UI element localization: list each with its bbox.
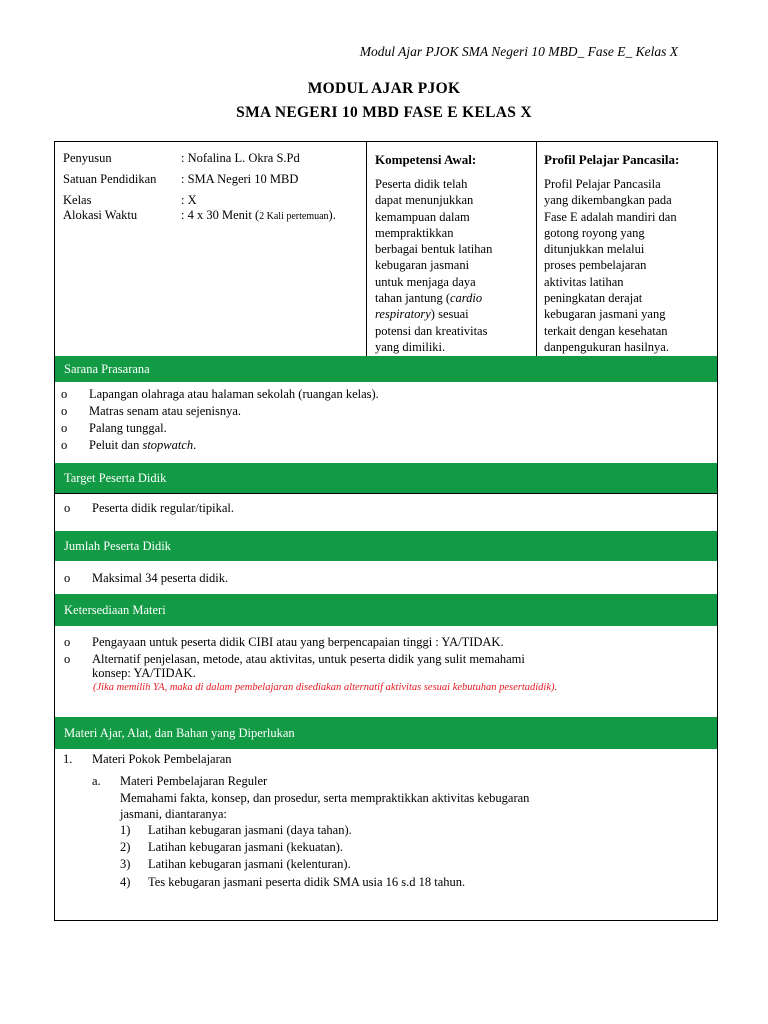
profil-line: aktivitas latihan <box>544 274 624 289</box>
materi-sub-title: Materi Pembelajaran Reguler <box>120 774 268 788</box>
bullet: o <box>64 652 71 666</box>
materi-sub-letter: a. <box>92 774 101 788</box>
jumlah-heading: Jumlah Peserta Didik <box>55 531 717 561</box>
profil-line: peningkatan derajat <box>544 291 643 306</box>
satuan-label: Satuan Pendidikan <box>63 172 157 186</box>
materi-description: Memahami fakta, konsep, dan prosedur, serta mempraktikkan aktivitas kebugaran <box>120 791 530 805</box>
column-divider <box>366 142 367 356</box>
materi-number: 1. <box>63 752 73 766</box>
alokasi-meetings: 2 Kali pertemuan <box>259 211 329 222</box>
alokasi-end: ). <box>328 208 336 222</box>
kelas-value: : X <box>181 193 197 207</box>
sarana-heading: Sarana Prasarana <box>55 356 717 382</box>
ketersediaan-item-continuation: konsep: YA/TIDAK. <box>92 666 196 680</box>
satuan-value: : SMA Negeri 10 MBD <box>181 172 299 186</box>
sarana-item-text: Lapangan olahraga atau halaman sekolah (ruangan kelas). <box>89 387 379 401</box>
kompetensi-line: kebugaran jasmani <box>375 258 470 273</box>
target-heading: Target Peserta Didik <box>55 463 717 493</box>
sesuai-text: ) sesuai <box>430 307 469 322</box>
tahan-text: tahan jantung ( <box>375 291 450 306</box>
module-table <box>54 141 718 921</box>
document-title: MODUL AJAR PJOK <box>307 80 461 97</box>
kompetensi-line <box>375 306 492 322</box>
kompetensi-line: kemampuan dalam <box>375 209 470 224</box>
penyusun-label: Penyusun <box>63 151 112 165</box>
alokasi-label: Alokasi Waktu <box>63 208 138 222</box>
profil-heading: Profil Pelajar Pancasila: <box>544 152 680 167</box>
alokasi-main: : 4 x 30 Menit ( <box>181 208 260 222</box>
ketersediaan-item-text: Alternatif penjelasan, metode, atau aktivitas, untuk peserta didik yang sulit memahami <box>92 652 525 666</box>
ketersediaan-item-text: Pengayaan untuk peserta didik CIBI atau yang berpencapaian tinggi : YA/TIDAK. <box>92 635 504 649</box>
bullet: o <box>64 635 71 649</box>
materi-item-number: 1) <box>120 823 131 837</box>
period: . <box>193 438 197 452</box>
profil-text <box>544 176 677 355</box>
respiratory-term: respiratory <box>375 307 431 322</box>
sarana-item-text: Palang tunggal. <box>89 421 167 435</box>
bullet: o <box>61 387 68 401</box>
materi-item-number: 4) <box>120 875 131 889</box>
sarana-item-text <box>89 438 196 453</box>
stopwatch-term: stopwatch <box>142 438 194 452</box>
kompetensi-text <box>375 176 492 355</box>
materi-description: jasmani, diantaranya: <box>120 807 227 821</box>
column-divider <box>536 142 537 356</box>
ketersediaan-heading: Ketersediaan Materi <box>55 594 717 626</box>
kompetensi-line: mempraktikkan <box>375 225 454 240</box>
kompetensi-line <box>375 290 492 306</box>
kompetensi-line: dapat menunjukkan <box>375 193 474 208</box>
bullet: o <box>61 438 68 452</box>
profil-line: ditunjukkan melalui <box>544 242 645 257</box>
profil-line: proses pembelajaran <box>544 258 647 273</box>
kompetensi-line: yang dimiliki. <box>375 339 446 354</box>
ketersediaan-note: (Jika memilih YA, maka di dalam pembelajaran disediakan alternatif aktivitas sesuai kebutuhan pesertadidik). <box>93 682 558 693</box>
kompetensi-heading: Kompetensi Awal: <box>375 152 477 167</box>
profil-line: danpengukuran hasilnya. <box>544 339 669 354</box>
profil-line: gotong royong yang <box>544 225 645 240</box>
bullet: o <box>61 404 68 418</box>
kompetensi-line: Peserta didik telah <box>375 177 468 191</box>
materi-item-number: 2) <box>120 840 131 854</box>
bullet: o <box>61 421 68 435</box>
kelas-label: Kelas <box>63 193 92 207</box>
materi-heading: Materi Ajar, Alat, dan Bahan yang Diperlukan <box>55 717 717 749</box>
materi-item-text: Latihan kebugaran jasmani (kelenturan). <box>148 857 351 871</box>
profil-line: yang dikembangkan pada <box>544 193 672 208</box>
document-subtitle: SMA NEGERI 10 MBD FASE E KELAS X <box>236 104 532 121</box>
kompetensi-line: berbagai bentuk latihan <box>375 242 493 257</box>
materi-item-text: Latihan kebugaran jasmani (daya tahan). <box>148 823 352 837</box>
target-item-text: Peserta didik regular/tipikal. <box>92 501 234 515</box>
profil-line: kebugaran jasmani yang <box>544 307 666 322</box>
materi-item-text: Latihan kebugaran jasmani (kekuatan). <box>148 840 344 854</box>
profil-line: Profil Pelajar Pancasila <box>544 177 661 191</box>
bullet: o <box>64 501 71 515</box>
kompetensi-line: potensi dan kreativitas <box>375 323 488 338</box>
materi-item-text: Tes kebugaran jasmani peserta didik SMA usia 16 s.d 18 tahun. <box>148 875 466 889</box>
bullet: o <box>64 571 71 585</box>
profil-line: terkait dengan kesehatan <box>544 323 668 338</box>
peluit-text: Peluit dan <box>89 438 143 452</box>
row-divider <box>55 493 717 494</box>
penyusun-value: : Nofalina L. Okra S.Pd <box>181 151 300 165</box>
materi-item-number: 3) <box>120 857 131 871</box>
header-note: Modul Ajar PJOK SMA Negeri 10 MBD_ Fase E_ Kelas X <box>359 44 678 59</box>
kompetensi-line: untuk menjaga daya <box>375 274 476 289</box>
jumlah-item-text: Maksimal 34 peserta didik. <box>92 571 229 585</box>
profil-line: Fase E adalah mandiri dan <box>544 209 677 224</box>
cardio-term: cardio <box>449 291 483 306</box>
alokasi-value <box>181 208 336 223</box>
materi-pokok-title: Materi Pokok Pembelajaran <box>92 752 232 766</box>
sarana-item-text: Matras senam atau sejenisnya. <box>89 404 242 418</box>
